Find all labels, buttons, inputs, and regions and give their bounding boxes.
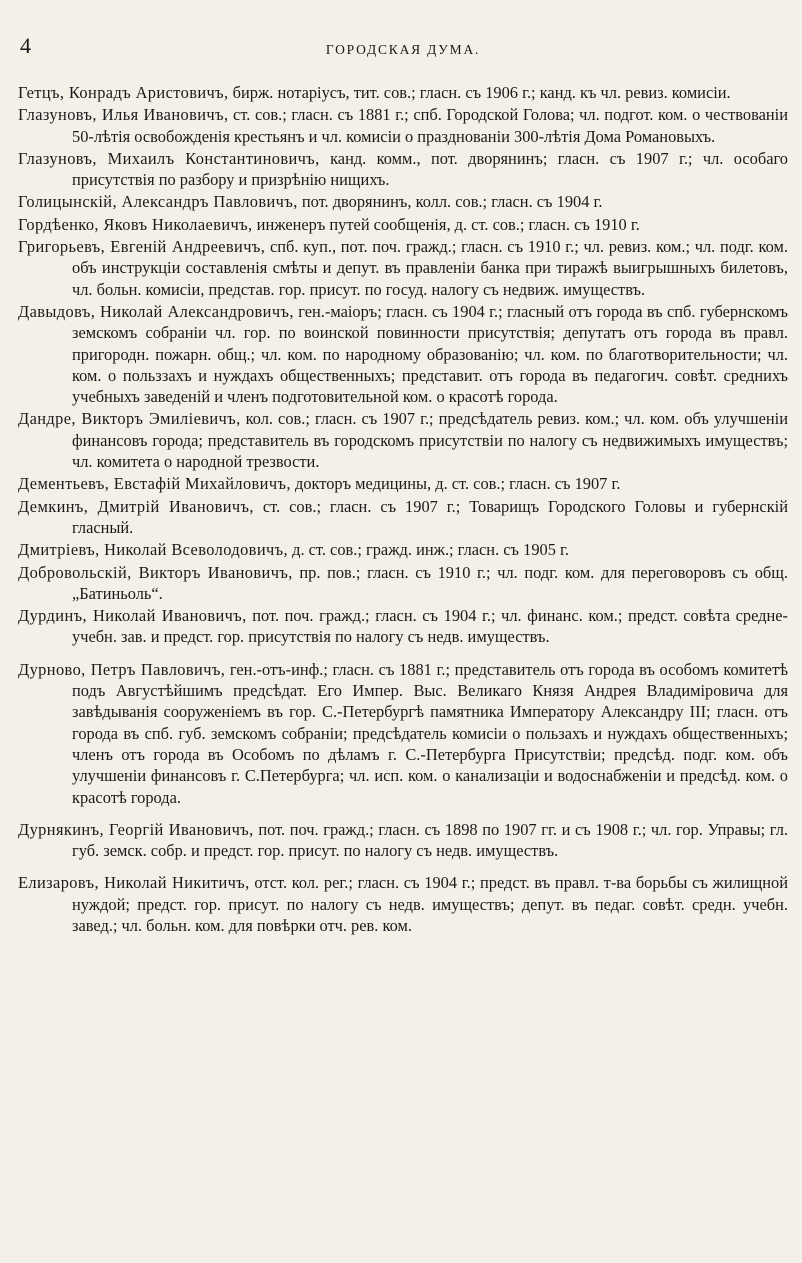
entry-text: докторъ медицины, д. ст. сов.; гласн. съ 1907 г.	[294, 474, 621, 494]
entry-name: Гордѣенко, Яковъ Николаевичъ,	[18, 214, 253, 234]
entry-name: Глазуновъ, Михаилъ Константиновичъ,	[18, 148, 320, 168]
entries-list	[18, 82, 788, 936]
list-item	[18, 872, 788, 936]
entry-name: Дмитріевъ, Николай Всеволодовичъ,	[18, 540, 289, 560]
list-item	[18, 104, 788, 147]
list-item	[18, 819, 788, 862]
entry-text: д. ст. сов.; гражд. инж.; гласн. съ 1905 г.	[292, 540, 569, 560]
list-item	[18, 214, 788, 235]
list-item	[18, 659, 788, 808]
entry-text: пот. дворянинъ, колл. сов.; гласн. съ 1904 г.	[301, 192, 603, 212]
list-item	[18, 605, 788, 648]
list-item	[18, 539, 788, 560]
entry-name: Давыдовъ, Николай Александровичъ,	[18, 301, 294, 321]
list-item	[18, 496, 788, 539]
page-number: 4	[20, 33, 31, 58]
list-item	[18, 473, 788, 494]
entry-name: Дурдинъ, Николай Ивановичъ,	[18, 606, 247, 626]
entry-text: ст. сов.; гласн. съ 1881 г.; спб. Городской Голова; чл. подгот. ком. о чествованіи 50-лѣтія освобожденія крестьянъ и чл. комисіи о празднованіи 300-лѣтія Дома Романовыхъ.	[72, 105, 788, 146]
entry-text: бирж. нотаріусъ, тит. сов.; гласн. съ 1906 г.; канд. къ чл. ревиз. комисіи.	[232, 83, 731, 102]
entry-name: Дурново, Петръ Павловичъ,	[18, 659, 226, 679]
list-item	[18, 148, 788, 191]
entry-name: Добровольскій, Викторъ Ивановичъ,	[18, 562, 293, 582]
entry-text: инженеръ путей сообщенія, д. ст. сов.; гласн. съ 1910 г.	[256, 214, 640, 234]
entry-name: Демкинъ, Дмитрій Ивановичъ,	[18, 496, 254, 516]
page-header	[18, 32, 788, 74]
entry-name: Глазуновъ, Илья Ивановичъ,	[18, 105, 229, 125]
entry-text: кол. сов.; гласн. съ 1907 г.; предсѣдатель ревиз. ком.; чл. ком. объ улучшеніи финансовъ города; представитель въ городскомъ присутствіи по налогу съ недвижимыхъ имуществъ; чл. комитета о народной трезвости.	[72, 409, 788, 472]
list-item	[18, 408, 788, 472]
list-item	[18, 562, 788, 605]
entry-text: канд. комм., пот. дворянинъ; гласн. съ 1907 г.; чл. особаго присутствія по разбору и призрѣнію нищихъ.	[72, 148, 788, 190]
entry-text: ген.-отъ-инф.; гласн. съ 1881 г.; представитель отъ города въ особомъ комитетѣ подъ Августѣйшимъ предсѣдат. Его Импер. Выс. Великаго Князя Андрея Владиміровича для завѣдыванія сооруженіемъ въ гор. С.-Петербургѣ памятника Императору Александру III; гласн. отъ города въ спб. губ. земскомъ собраніи; предсѣдатель комисіи о пользахъ и нуждахъ общественныхъ; членъ отъ города въ Особомъ по дѣламъ г. С.-Петербурга Присутствіи; предсѣд. подг. ком. объ улучшеніи финансовъ г. С.Петербурга; чл. исп. ком. о канализаціи и водоснабженіи и предсѣд. ком. о красотѣ города.	[72, 659, 789, 807]
list-item	[18, 301, 788, 407]
entry-name: Дурнякинъ, Георгій Ивановичъ,	[18, 819, 254, 839]
entry-name: Дандре, Викторъ Эмиліевичъ,	[18, 409, 241, 429]
entry-name: Григорьевъ, Евгеній Андреевичъ,	[18, 237, 266, 257]
entry-text: ст. сов.; гласн. съ 1907 г.; Товарищъ Городского Головы и губернскій гласный.	[72, 496, 788, 537]
entry-name: Елизаровъ, Николай Никитичъ,	[18, 873, 250, 893]
list-item	[18, 236, 788, 300]
entry-text: отст. кол. рег.; гласн. съ 1904 г.; предст. въ правл. т-ва борьбы съ жилищной нуждой; предст. гор. присут. по налогу съ недв. имуществъ; депут. въ педаг. совѣт. средн. учебн. завед.; чл. больн. ком. для повѣрки отч. рев. ком.	[72, 873, 788, 935]
running-title: ГОРОДСКАЯ ДУМА.	[325, 42, 481, 57]
entry-text: пот. поч. гражд.; гласн. съ 1904 г.; чл. финанс. ком.; предст. совѣта средне-учебн. зав. и предст. гор. присутствія по налогу съ недв. имуществъ.	[72, 606, 788, 647]
entry-text: пот. поч. гражд.; гласн. съ 1898 по 1907 гг. и съ 1908 г.; чл. гор. Управы; гл. губ. земск. собр. и предст. гор. присут. по налогу съ недв. имуществъ.	[72, 819, 788, 861]
entry-name: Голицынскій, Александръ Павловичъ,	[18, 192, 298, 212]
entry-text: ген.-маіоръ; гласн. съ 1904 г.; гласный отъ города въ спб. губернскомъ земскомъ собраніи чл. гор. по воинской повинности присутствія; депутатъ отъ города въ правл. пригородн. пожарн. общ.; чл. ком. по народному образованію; чл. ком. по благотворительности; чл. ком. о польззахъ и нуждахъ общественныхъ; представит. отъ города въ педагогич. совѣт. среднихъ учебныхъ заведеній и членъ подготовительной ком. о красотѣ города.	[72, 301, 788, 407]
entry-text: спб. куп., пот. поч. гражд.; гласн. съ 1910 г.; чл. ревиз. ком.; чл. подг. ком. объ инструкціи составленія смѣты и депут. въ правленіи банка при тиражѣ выигрышныхъ билетовъ, чл. больн. комисіи, представ. гор. присут. по госуд. налогу съ недвиж. имуществъ.	[72, 237, 788, 299]
entry-name: Гетцъ, Конрадъ Аристовичъ,	[18, 83, 229, 102]
list-item	[18, 82, 788, 103]
entry-text: пр. пов.; гласн. съ 1910 г.; чл. подг. ком. для переговоровъ съ общ. „Батиньоль“.	[72, 562, 788, 603]
entry-name: Дементьевъ, Евстафій Михайловичъ,	[18, 474, 291, 494]
list-item	[18, 191, 788, 212]
